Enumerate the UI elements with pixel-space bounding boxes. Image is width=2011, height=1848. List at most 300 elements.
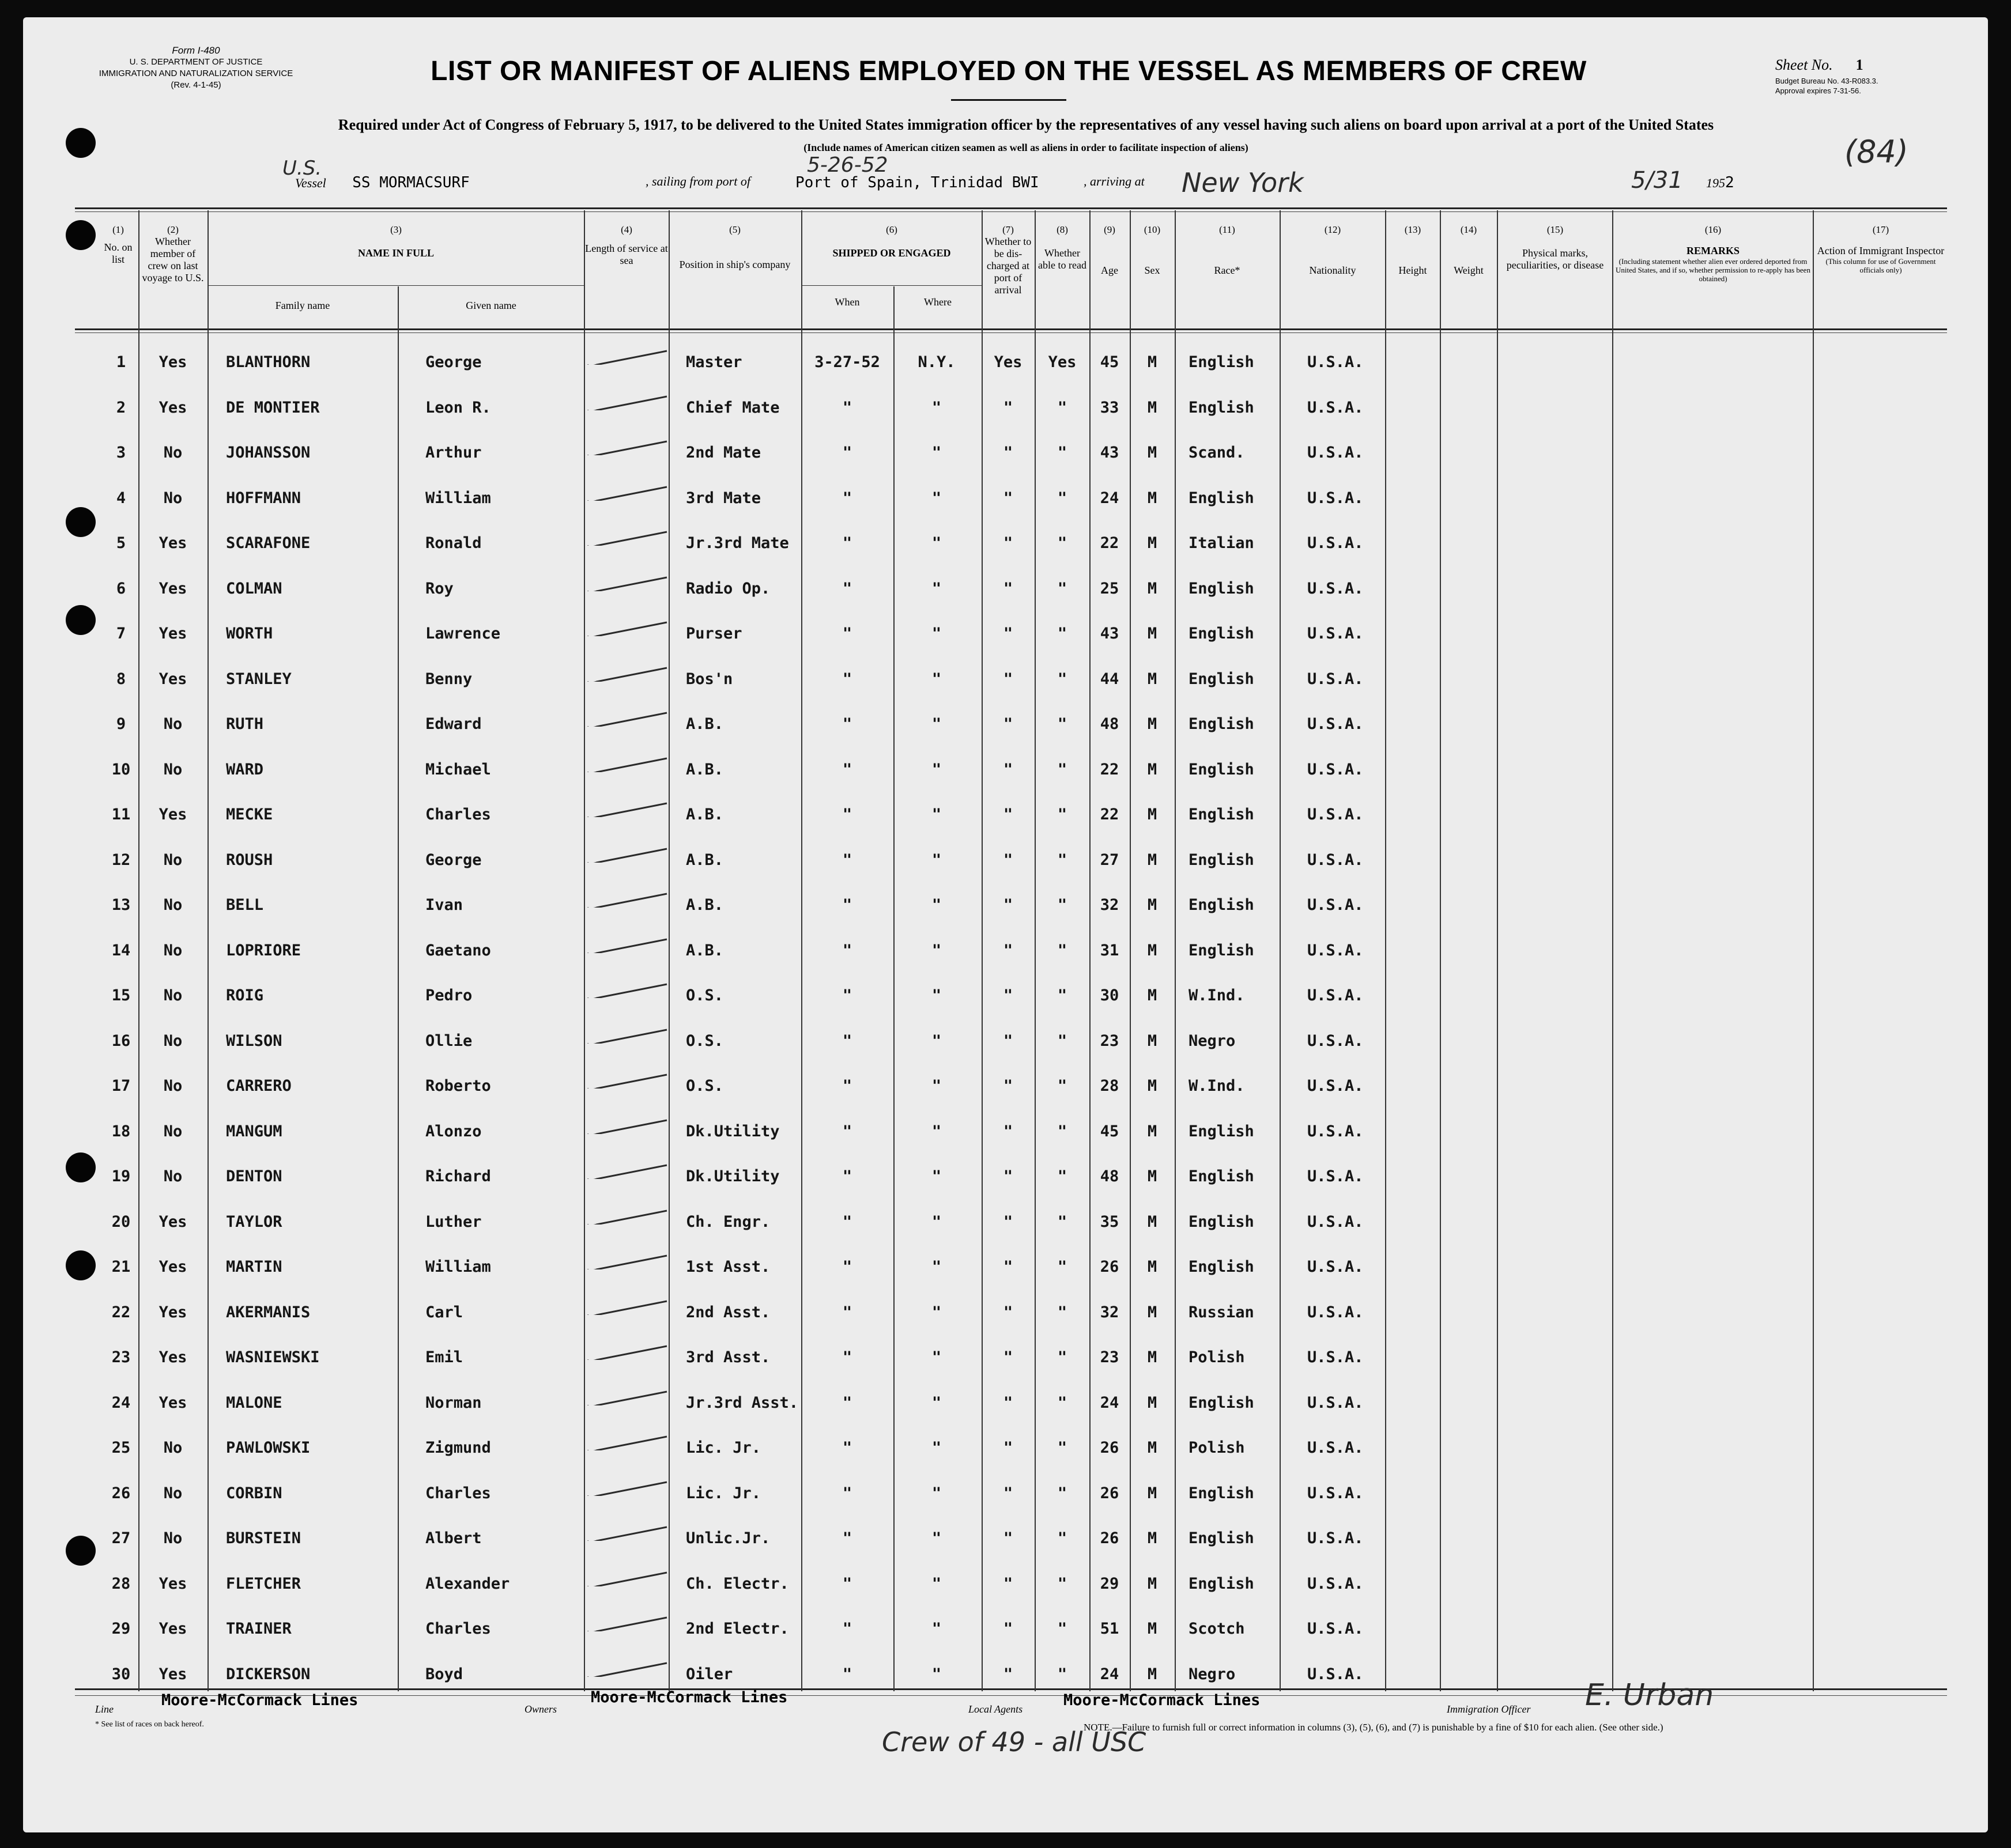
row-nationality: U.S.A. [1307,1303,1364,1321]
row-age: 26 [1100,1439,1119,1457]
col-header-5: (5) Position in ship's company [679,224,791,270]
row-discharged: " [1003,670,1013,688]
row-shipped-when: " [842,1620,852,1638]
row-nationality: U.S.A. [1307,987,1364,1004]
department: U. S. DEPARTMENT OF JUSTICE [129,57,263,67]
row-given-name: Carl [425,1303,463,1321]
row-family-name: ROIG [226,987,264,1004]
row-nationality: U.S.A. [1307,444,1364,462]
row-race: English [1189,1484,1254,1502]
row-last-voyage: No [163,1077,183,1095]
row-able-to-read: " [1057,444,1067,462]
row-position: Chief Mate [686,398,780,417]
row-able-to-read: " [1057,806,1067,823]
service-check-mark [585,1026,671,1044]
revision: (Rev. 4-1-45) [171,80,221,90]
row-discharged: " [1003,1258,1013,1276]
row-discharged: " [1003,1348,1013,1366]
row-given-name: Ollie [425,1031,473,1050]
row-row-number: 4 [116,489,126,507]
row-position: A.B. [686,715,724,733]
row-nationality: U.S.A. [1307,715,1364,733]
row-given-name: Emil [425,1348,463,1366]
row-sex: M [1147,1031,1157,1050]
service-check-mark [585,1343,671,1360]
row-age: 24 [1100,489,1119,507]
row-able-to-read: Yes [1048,353,1077,371]
row-given-name: Luther [425,1212,482,1231]
service-check-mark [585,1162,671,1179]
row-race: English [1189,353,1254,371]
row-sex: M [1147,1348,1157,1366]
row-able-to-read: " [1057,1620,1067,1638]
row-shipped-when: " [842,1212,852,1231]
row-sex: M [1147,670,1157,688]
service-check-mark [585,1569,671,1586]
service-check-mark [585,800,671,817]
row-row-number: 22 [111,1303,131,1321]
row-shipped-when: " [842,1439,852,1457]
punch-hole [66,1152,96,1182]
row-family-name: CARRERO [226,1077,292,1095]
row-row-number: 20 [111,1212,131,1231]
row-last-voyage: Yes [159,534,187,552]
row-shipped-where: " [931,851,942,869]
row-given-name: Alexander [425,1574,510,1593]
row-shipped-where: " [931,1031,942,1050]
row-discharged: " [1003,1439,1013,1457]
row-discharged: " [1003,987,1013,1004]
row-nationality: U.S.A. [1307,579,1364,598]
row-discharged: " [1003,534,1013,552]
row-last-voyage: No [163,941,183,959]
row-position: 3rd Mate [686,489,761,507]
row-row-number: 11 [111,806,131,823]
year-prefix: 195 [1706,176,1725,190]
row-row-number: 19 [111,1167,131,1185]
col-divider [1089,210,1091,1691]
row-given-name: Boyd [425,1665,463,1683]
row-position: 2nd Electr. [686,1620,789,1638]
service-check-mark [585,1207,671,1225]
row-shipped-when: " [842,715,852,733]
row-position: Ch. Engr. [686,1212,771,1231]
row-shipped-where: " [931,1258,942,1276]
row-discharged: " [1003,806,1013,823]
row-family-name: ROUSH [226,851,273,869]
row-position: Bos'n [686,670,733,688]
row-shipped-where: " [931,579,942,598]
service-check-mark [585,483,671,501]
row-age: 35 [1100,1212,1119,1231]
row-position: Purser [686,625,742,643]
row-position: A.B. [686,806,724,823]
row-race: English [1189,579,1254,598]
row-position: A.B. [686,851,724,869]
row-position: O.S. [686,1077,724,1095]
row-sex: M [1147,353,1157,371]
row-sex: M [1147,851,1157,869]
col-divider [801,210,802,1691]
row-family-name: SCARAFONE [226,534,311,552]
row-nationality: U.S.A. [1307,1122,1364,1140]
row-nationality: U.S.A. [1307,1348,1364,1366]
row-family-name: WORTH [226,625,273,643]
col-divider [207,210,209,1691]
col-header-1: (1) No. on list [104,224,133,265]
form-identifier [75,45,317,91]
row-able-to-read: " [1057,398,1067,417]
row-row-number: 1 [116,353,126,371]
row-position: 2nd Mate [686,444,761,462]
row-given-name: Ivan [425,896,463,914]
row-position: Jr.3rd Mate [686,534,789,552]
row-family-name: MALONE [226,1393,282,1412]
row-able-to-read: " [1057,851,1067,869]
col-divider [893,286,895,1691]
row-discharged: " [1003,1031,1013,1050]
arrival-date-handwritten: 5/31 [1631,167,1683,194]
row-last-voyage: No [163,896,183,914]
row-last-voyage: Yes [159,579,187,598]
row-given-name: Roberto [425,1077,491,1095]
row-nationality: U.S.A. [1307,534,1364,552]
races-note: * See list of races on back hereof. [95,1720,204,1729]
row-shipped-where: N.Y. [918,353,956,371]
col-header-15: (15) Physical marks, peculiarities, or disease [1506,224,1604,271]
service-check-mark [585,347,671,365]
row-last-voyage: Yes [159,1665,187,1683]
punch-hole [66,605,96,635]
row-age: 33 [1100,398,1119,417]
row-able-to-read: " [1057,1393,1067,1412]
row-shipped-where: " [931,1212,942,1231]
row-discharged: " [1003,760,1013,778]
row-shipped-where: " [931,398,942,417]
col-header-8: (8) Whether able to read [1038,224,1086,271]
annotation-84: (84) [1844,134,1908,170]
service-check-mark [585,574,671,591]
row-given-name: Norman [425,1393,482,1412]
row-discharged: " [1003,625,1013,643]
row-position: Radio Op. [686,579,771,598]
row-given-name: Gaetano [425,941,491,959]
row-sex: M [1147,987,1157,1004]
row-age: 32 [1100,1303,1119,1321]
row-able-to-read: " [1057,1348,1067,1366]
row-able-to-read: " [1057,534,1067,552]
row-race: Scotch [1189,1620,1245,1638]
col-divider [1612,210,1613,1691]
approval-expiry: Approval expires 7-31-56. [1775,86,1861,95]
row-last-voyage: Yes [159,1212,187,1231]
row-race: English [1189,851,1254,869]
row-given-name: Ronald [425,534,482,552]
service-check-mark [585,981,671,998]
budget-number: Budget Bureau No. 43-R083.3. [1775,77,1878,85]
row-shipped-when: " [842,1122,852,1140]
row-given-name: Arthur [425,444,482,462]
row-given-name: Edward [425,715,482,733]
row-position: Master [686,353,742,371]
row-sex: M [1147,1665,1157,1683]
col-divider [1175,210,1176,1691]
row-last-voyage: Yes [159,625,187,643]
row-row-number: 8 [116,670,126,688]
vessel-label: Vessel [295,176,326,190]
row-race: W.Ind. [1189,987,1245,1004]
col-divider [1813,210,1814,1691]
row-age: 31 [1100,941,1119,959]
row-last-voyage: Yes [159,1393,187,1412]
row-position: 2nd Asst. [686,1303,771,1321]
row-last-voyage: No [163,760,183,778]
row-position: A.B. [686,896,724,914]
header-bottom-rule [75,328,1947,330]
service-check-mark [585,1524,671,1541]
row-race: Polish [1189,1439,1245,1457]
row-nationality: U.S.A. [1307,1167,1364,1185]
service-check-mark [585,438,671,455]
row-shipped-when: " [842,1258,852,1276]
row-family-name: PAWLOWSKI [226,1439,311,1457]
budget-info [1775,76,1878,96]
row-row-number: 5 [116,534,126,552]
service-check-mark [585,1660,671,1677]
row-row-number: 27 [111,1529,131,1547]
row-sex: M [1147,896,1157,914]
row-last-voyage: Yes [159,1303,187,1321]
row-race: English [1189,1574,1254,1593]
col-divider [1385,210,1386,1691]
row-last-voyage: Yes [159,670,187,688]
sheet-number [1775,56,1863,74]
row-given-name: Leon R. [425,398,491,417]
row-shipped-where: " [931,1167,942,1185]
sheet-value: 1 [1855,56,1863,73]
row-sex: M [1147,1439,1157,1457]
port-line [795,174,1039,191]
row-sex: M [1147,579,1157,598]
row-able-to-read: " [1057,670,1067,688]
row-shipped-where: " [931,1077,942,1095]
row-age: 29 [1100,1574,1119,1593]
row-nationality: U.S.A. [1307,1620,1364,1638]
vessel-name: SS MORMACSURF [352,174,470,191]
row-shipped-where: " [931,987,942,1004]
row-nationality: U.S.A. [1307,1665,1364,1683]
service-check-mark [585,528,671,546]
row-discharged: " [1003,489,1013,507]
vessel-handwritten: U.S. [282,157,322,180]
row-discharged: " [1003,1212,1013,1231]
row-shipped-when: " [842,987,852,1004]
row-given-name: George [425,353,482,371]
row-discharged: " [1003,579,1013,598]
agents-label: Local Agents [968,1703,1023,1715]
row-position: Jr.3rd Asst. [686,1393,799,1412]
row-shipped-where: " [931,941,942,959]
row-shipped-when: " [842,896,852,914]
service-check-mark [585,1252,671,1269]
row-position: 1st Asst. [686,1258,771,1276]
row-able-to-read: " [1057,1077,1067,1095]
row-given-name: Albert [425,1529,482,1547]
row-shipped-when: " [842,1348,852,1366]
row-given-name: Richard [425,1167,491,1185]
row-nationality: U.S.A. [1307,398,1364,417]
row-shipped-where: " [931,806,942,823]
row-row-number: 14 [111,941,131,959]
row-race: English [1189,625,1254,643]
row-nationality: U.S.A. [1307,1077,1364,1095]
service-check-mark [585,619,671,636]
row-last-voyage: Yes [159,806,187,823]
row-row-number: 25 [111,1439,131,1457]
row-row-number: 23 [111,1348,131,1366]
col-header-2: (2) Whether member of crew on last voyage to U.S. [142,224,204,284]
row-age: 45 [1100,1122,1119,1140]
row-shipped-where: " [931,444,942,462]
sailing-date-handwritten: 5-26-52 [807,153,888,177]
row-position: O.S. [686,1031,724,1050]
row-last-voyage: No [163,1529,183,1547]
row-family-name: RUTH [226,715,264,733]
punch-hole [66,1250,96,1280]
row-family-name: COLMAN [226,579,282,598]
row-nationality: U.S.A. [1307,1031,1364,1050]
row-nationality: U.S.A. [1307,1529,1364,1547]
punch-hole [66,507,96,537]
row-family-name: TAYLOR [226,1212,282,1231]
row-able-to-read: " [1057,1303,1067,1321]
row-discharged: " [1003,1303,1013,1321]
row-discharged: " [1003,715,1013,733]
row-race: English [1189,760,1254,778]
row-discharged: " [1003,1574,1013,1593]
row-shipped-where: " [931,1303,942,1321]
row-given-name: Pedro [425,987,473,1004]
col-divider [1280,210,1281,1691]
row-given-name: William [425,489,491,507]
row-race: English [1189,1529,1254,1547]
row-age: 32 [1100,896,1119,914]
row-age: 26 [1100,1484,1119,1502]
row-discharged: " [1003,851,1013,869]
row-able-to-read: " [1057,625,1067,643]
row-sex: M [1147,444,1157,462]
row-row-number: 15 [111,987,131,1004]
row-nationality: U.S.A. [1307,896,1364,914]
row-shipped-where: " [931,1393,942,1412]
row-sex: M [1147,1393,1157,1412]
page-title: LIST OR MANIFEST OF ALIENS EMPLOYED ON THE VESSEL AS MEMBERS OF CREW [431,56,1587,86]
row-position: Ch. Electr. [686,1574,789,1593]
row-shipped-when: " [842,579,852,598]
row-row-number: 6 [116,579,126,598]
year-digit: 2 [1725,174,1734,191]
row-shipped-when: " [842,1303,852,1321]
row-race: Negro [1189,1665,1236,1683]
include-note: (Include names of American citizen seamen as well as aliens in order to facilitate inspection of aliens) [803,142,1248,153]
row-race: Polish [1189,1348,1245,1366]
row-position: Lic. Jr. [686,1484,761,1502]
row-last-voyage: No [163,489,183,507]
row-able-to-read: " [1057,1258,1067,1276]
col-header-6b: Where [924,296,952,308]
row-row-number: 24 [111,1393,131,1412]
requirement-text: Required under Act of Congress of February 5, 1917, to be delivered to the United States immigration officer by the representatives of any vessel having such aliens on board upon arrival at a port of the United States [338,116,1714,133]
row-last-voyage: No [163,987,183,1004]
row-row-number: 26 [111,1484,131,1502]
row-able-to-read: " [1057,1665,1067,1683]
agents-value: Moore-McCormack Lines [1063,1691,1261,1709]
row-row-number: 9 [116,715,126,733]
row-race: English [1189,1167,1254,1185]
row-nationality: U.S.A. [1307,670,1364,688]
col-divider [1440,210,1441,1691]
service-check-mark [585,845,671,863]
col-divider [1035,210,1036,1691]
row-shipped-when: " [842,398,852,417]
punch-hole [66,220,96,250]
row-able-to-read: " [1057,1122,1067,1140]
row-discharged: " [1003,1484,1013,1502]
row-family-name: BURSTEIN [226,1529,301,1547]
row-age: 24 [1100,1393,1119,1412]
row-discharged: " [1003,1620,1013,1638]
row-row-number: 3 [116,444,126,462]
row-able-to-read: " [1057,1031,1067,1050]
row-able-to-read: " [1057,1484,1067,1502]
row-race: English [1189,398,1254,417]
row-shipped-where: " [931,625,942,643]
col-header-16: (16) REMARKS (Including statement whether alien ever ordered deported from United States, and if so, whether permission to re-apply has been obtained) [1616,224,1810,283]
row-shipped-where: " [931,534,942,552]
row-able-to-read: " [1057,1529,1067,1547]
row-sex: M [1147,1167,1157,1185]
row-family-name: STANLEY [226,670,292,688]
row-age: 22 [1100,534,1119,552]
row-shipped-when: 3-27-52 [814,353,880,371]
row-nationality: U.S.A. [1307,1212,1364,1231]
col-header-11: (11) Race* [1214,224,1240,276]
row-row-number: 17 [111,1077,131,1095]
row-sex: M [1147,1212,1157,1231]
row-race: English [1189,715,1254,733]
row-shipped-when: " [842,625,852,643]
col-header-14: (14) Weight [1454,224,1484,276]
row-discharged: " [1003,1665,1013,1683]
row-race: English [1189,1393,1254,1412]
row-row-number: 29 [111,1620,131,1638]
row-shipped-when: " [842,670,852,688]
col-header-3b: Given name [466,300,516,311]
row-last-voyage: Yes [159,398,187,417]
row-age: 26 [1100,1529,1119,1547]
service-check-mark [585,664,671,682]
shipped-subrule [801,285,982,286]
col-header-17: (17) Action of Immigrant Inspector (This column for use of Government officials only) [1817,224,1945,274]
row-age: 26 [1100,1258,1119,1276]
service-check-mark [585,393,671,410]
row-race: Russian [1189,1303,1254,1321]
row-sex: M [1147,398,1157,417]
row-sex: M [1147,1077,1157,1095]
row-row-number: 18 [111,1122,131,1140]
row-sex: M [1147,806,1157,823]
row-shipped-when: " [842,1167,852,1185]
